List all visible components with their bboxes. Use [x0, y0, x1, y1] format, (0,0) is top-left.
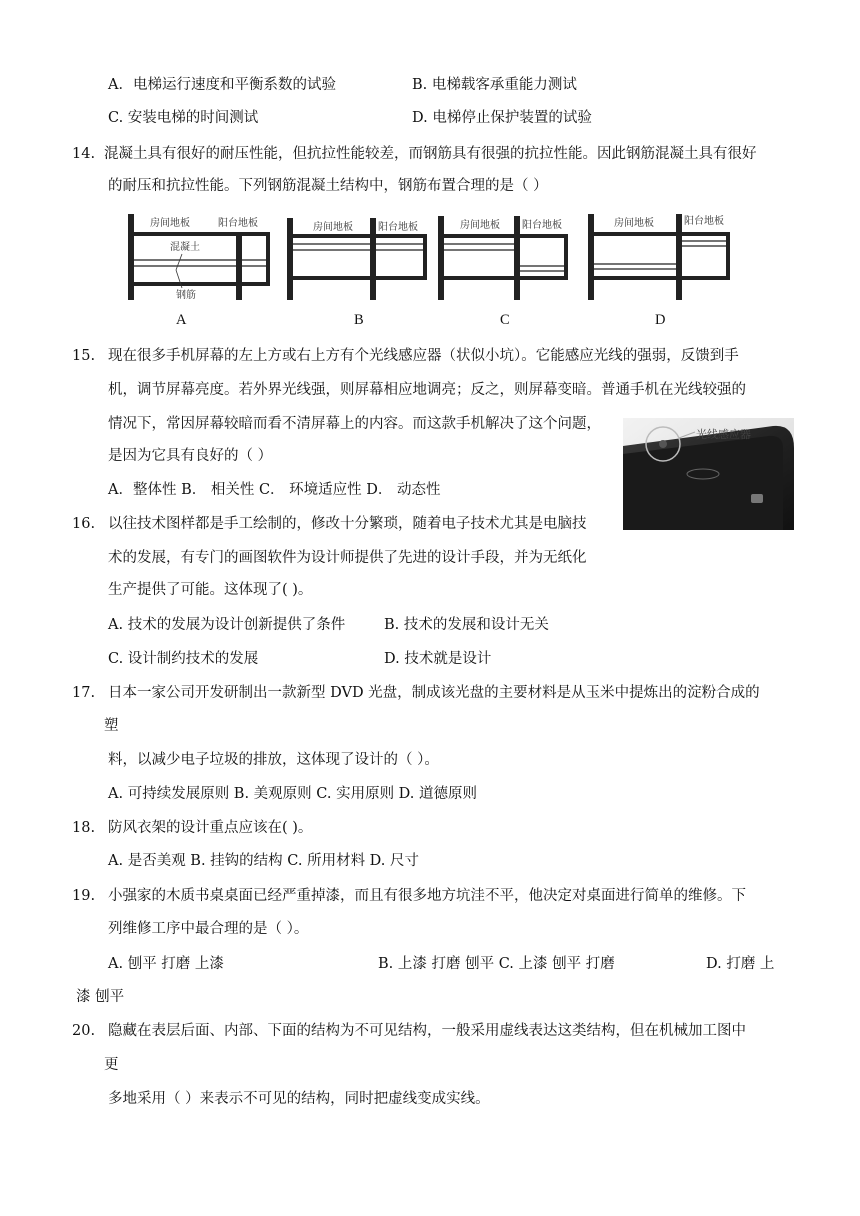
q17-text-line1b: 塑	[104, 718, 119, 734]
q19-text-line2: 列维修工序中最合理的是（ ）。	[108, 921, 309, 937]
q16-option-b: B. 技术的发展和设计无关	[384, 617, 549, 633]
q13-option-c: C. 安装电梯的时间测试	[108, 110, 259, 126]
q14-d-balcony-label: 阳台地板	[684, 216, 724, 227]
q17-options: A. 可持续发展原则 B. 美观原则 C. 实用原则 D. 道德原则	[108, 786, 478, 802]
q15-number: 15.	[72, 348, 96, 364]
q15-text-line3: 情况下，常因屏幕较暗而看不清屏幕上的内容。而这款手机解决了这个问题，	[108, 416, 601, 432]
diagram-a	[128, 214, 270, 301]
q19-text-line1: 小强家的木质书桌桌面已经严重掉漆，而且有很多地方坑洼不平，他决定对桌面进行简单的维修。下	[108, 888, 746, 904]
q17-text-line1: 日本一家公司开发研制出一款新型 DVD 光盘，制成该光盘的主要材料是从玉米中提炼出的淀粉合成的	[108, 685, 760, 701]
q16-text-line3: 生产提供了可能。这体现了( )。	[108, 582, 313, 598]
q13-option-b: B. 电梯载客承重能力测试	[412, 77, 577, 93]
q14-label-a: A	[176, 312, 187, 328]
q16-number: 16.	[72, 516, 96, 532]
q16-text-line1: 以往技术图样都是手工绘制的，修改十分繁琐，随着电子技术尤其是电脑技	[108, 516, 587, 532]
q16-option-c: C. 设计制约技术的发展	[108, 651, 259, 667]
q14-label-c: C	[500, 312, 510, 328]
q20-number: 20.	[72, 1023, 96, 1039]
diagram-d	[588, 214, 730, 300]
q14-label-b: B	[354, 312, 364, 328]
q20-text-line2: 多地采用（ ）来表示不可见的结构，同时把虚线变成实线。	[108, 1091, 490, 1107]
q14-a-room-label: 房间地板	[150, 218, 190, 229]
q14-rebar-diagrams	[120, 208, 740, 308]
q20-text-line1b: 更	[104, 1057, 119, 1073]
q14-b-balcony-label: 阳台地板	[378, 222, 418, 233]
q19-option-a: A. 刨平 打磨 上漆	[108, 956, 224, 972]
q14-a-concrete-label: 混凝土	[170, 242, 200, 253]
q17-number: 17.	[72, 685, 96, 701]
q13-option-a: A．电梯运行速度和平衡系数的试验	[108, 77, 336, 93]
q14-b-room-label: 房间地板	[313, 222, 353, 233]
diagram-c	[438, 216, 568, 300]
q19-option-bc: B. 上漆 打磨 刨平 C. 上漆 刨平 打磨	[378, 956, 615, 972]
q14-a-balcony-label: 阳台地板	[218, 218, 258, 229]
q14-c-balcony-label: 阳台地板	[522, 220, 562, 231]
diagram-b	[287, 218, 427, 300]
q19-number: 19.	[72, 888, 96, 904]
q13-option-d: D. 电梯停止保护装置的试验	[412, 110, 592, 126]
q20-text-line1: 隐藏在表层后面、内部、下面的结构为不可见结构，一般采用虚线表达这类结构，但在机械加工图中	[108, 1023, 746, 1039]
q14-d-room-label: 房间地板	[614, 218, 654, 229]
q18-options: A. 是否美观 B. 挂钩的结构 C. 所用材料 D. 尺寸	[108, 853, 420, 869]
q15-text-line1: 现在很多手机屏幕的左上方或右上方有个光线感应器（状似小坑）。它能感应光线的强弱，反馈到手	[108, 348, 739, 364]
q19-option-d-cont: 漆 刨平	[76, 989, 125, 1005]
q14-label-d: D	[655, 312, 666, 328]
q15-options: A．整体性 B． 相关性 C． 环境适应性 D． 动态性	[108, 482, 441, 498]
q14-c-room-label: 房间地板	[460, 220, 500, 231]
q15-text-line4: 是因为它具有良好的（ ）	[108, 448, 273, 464]
q15-text-line2: 机，调节屏幕亮度。若外界光线强，则屏幕相应地调亮；反之，则屏幕变暗。普通手机在光线较强的	[108, 382, 746, 398]
q18-number: 18.	[72, 820, 96, 836]
q14-a-rebar-label: 钢筋	[176, 290, 196, 301]
q16-text-line2: 术的发展，有专门的画图软件为设计师提供了先进的设计手段，并为无纸化	[108, 550, 587, 566]
q14-text-line1: 混凝土具有很好的耐压性能，但抗拉性能较差，而钢筋具有很强的抗拉性能。因此钢筋混凝土具有很好	[104, 146, 757, 162]
q16-option-d: D. 技术就是设计	[384, 651, 492, 667]
q14-number: 14.	[72, 146, 96, 162]
q18-text-line1: 防风衣架的设计重点应该在( )。	[108, 820, 313, 836]
q14-text-line2: 的耐压和抗拉性能。下列钢筋混凝土结构中，钢筋布置合理的是（ ）	[108, 178, 548, 194]
q17-text-line2: 料，以减少电子垃圾的排放，这体现了设计的（ ）。	[108, 752, 439, 768]
phone-light-sensor-photo	[623, 418, 794, 530]
q19-option-d: D. 打磨 上	[706, 956, 775, 972]
light-sensor-label: 光线感应器	[696, 428, 751, 441]
q16-option-a: A. 技术的发展为设计创新提供了条件	[108, 617, 346, 633]
